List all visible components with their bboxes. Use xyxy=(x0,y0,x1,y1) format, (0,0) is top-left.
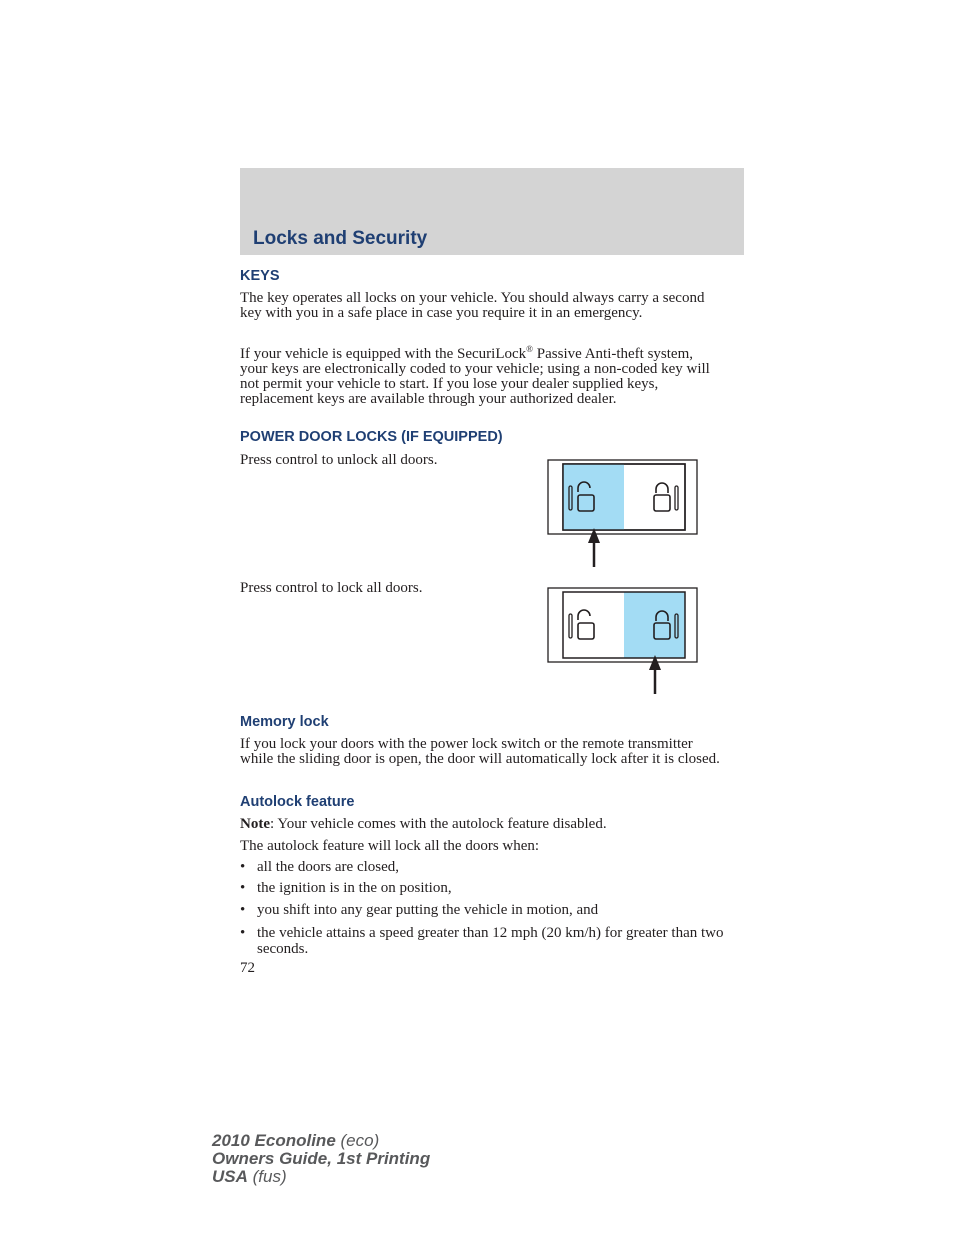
list-item-text: the vehicle attains a speed greater than 12 mph (20 km/h) for greater than two seconds. xyxy=(257,925,724,957)
keys-paragraph-2-mid: Passive Anti-theft xyxy=(533,346,644,362)
keys-paragraph-1: The key operates all locks on your vehicle. You should always carry a second key with you in a safe place in case you require it in an emergency. xyxy=(240,290,705,321)
list-item-text: you shift into any gear putting the vehicle in motion, and xyxy=(257,902,599,918)
list-item-text: all the doors are closed, xyxy=(257,859,400,875)
keys-paragraph-2-rest: system, your keys are electronically coded to your vehicle; using a non-coded key will not permit your vehicle to start. If you lose your dealer supplied keys, replacement keys are available through your authorized dealer. xyxy=(240,346,710,407)
footer-model-code: (eco) xyxy=(335,1131,380,1150)
keys-heading: KEYS xyxy=(240,268,280,284)
unlock-instruction: Press control to unlock all doors. xyxy=(240,452,438,468)
unlock-switch-figure xyxy=(546,458,700,570)
bullet-marker: • xyxy=(240,859,246,875)
footer-line-1 xyxy=(212,1132,430,1150)
footer-model: 2010 Econoline xyxy=(212,1131,336,1150)
note-text: : Your vehicle comes with the autolock feature disabled. xyxy=(270,816,607,832)
list-item-text: the ignition is in the on position, xyxy=(257,880,452,896)
section-title: Locks and Security xyxy=(253,228,428,249)
page-number: 72 xyxy=(240,960,255,976)
memory-lock-heading: Memory lock xyxy=(240,714,329,730)
registered-mark: ® xyxy=(526,344,534,354)
bullet-marker: • xyxy=(240,880,246,896)
lock-switch-figure xyxy=(546,586,700,698)
bullet-marker: • xyxy=(240,902,246,918)
keys-paragraph-2 xyxy=(240,342,720,407)
footer-line-3 xyxy=(212,1168,430,1186)
footer-line-2 xyxy=(212,1150,430,1168)
lock-instruction: Press control to lock all doors. xyxy=(240,580,423,596)
keys-paragraph-2-start: If your vehicle is equipped with the SecuriLock xyxy=(240,346,527,362)
note-label: Note xyxy=(240,816,270,832)
autolock-intro: The autolock feature will lock all the doors when: xyxy=(240,838,540,854)
document-footer xyxy=(212,1132,430,1186)
footer-printing: Owners Guide, 1st Printing xyxy=(212,1149,431,1168)
memory-lock-text: If you lock your doors with the power lock switch or the remote transmitter while the sliding door is open, the door will automatically lock after it is closed. xyxy=(240,736,720,767)
power-locks-heading: POWER DOOR LOCKS (IF EQUIPPED) xyxy=(240,429,503,445)
footer-region: USA xyxy=(212,1167,248,1186)
footer-region-code: (fus) xyxy=(247,1167,287,1186)
autolock-heading: Autolock feature xyxy=(240,794,355,810)
autolock-note xyxy=(240,817,607,832)
bullet-marker: • xyxy=(240,925,246,941)
